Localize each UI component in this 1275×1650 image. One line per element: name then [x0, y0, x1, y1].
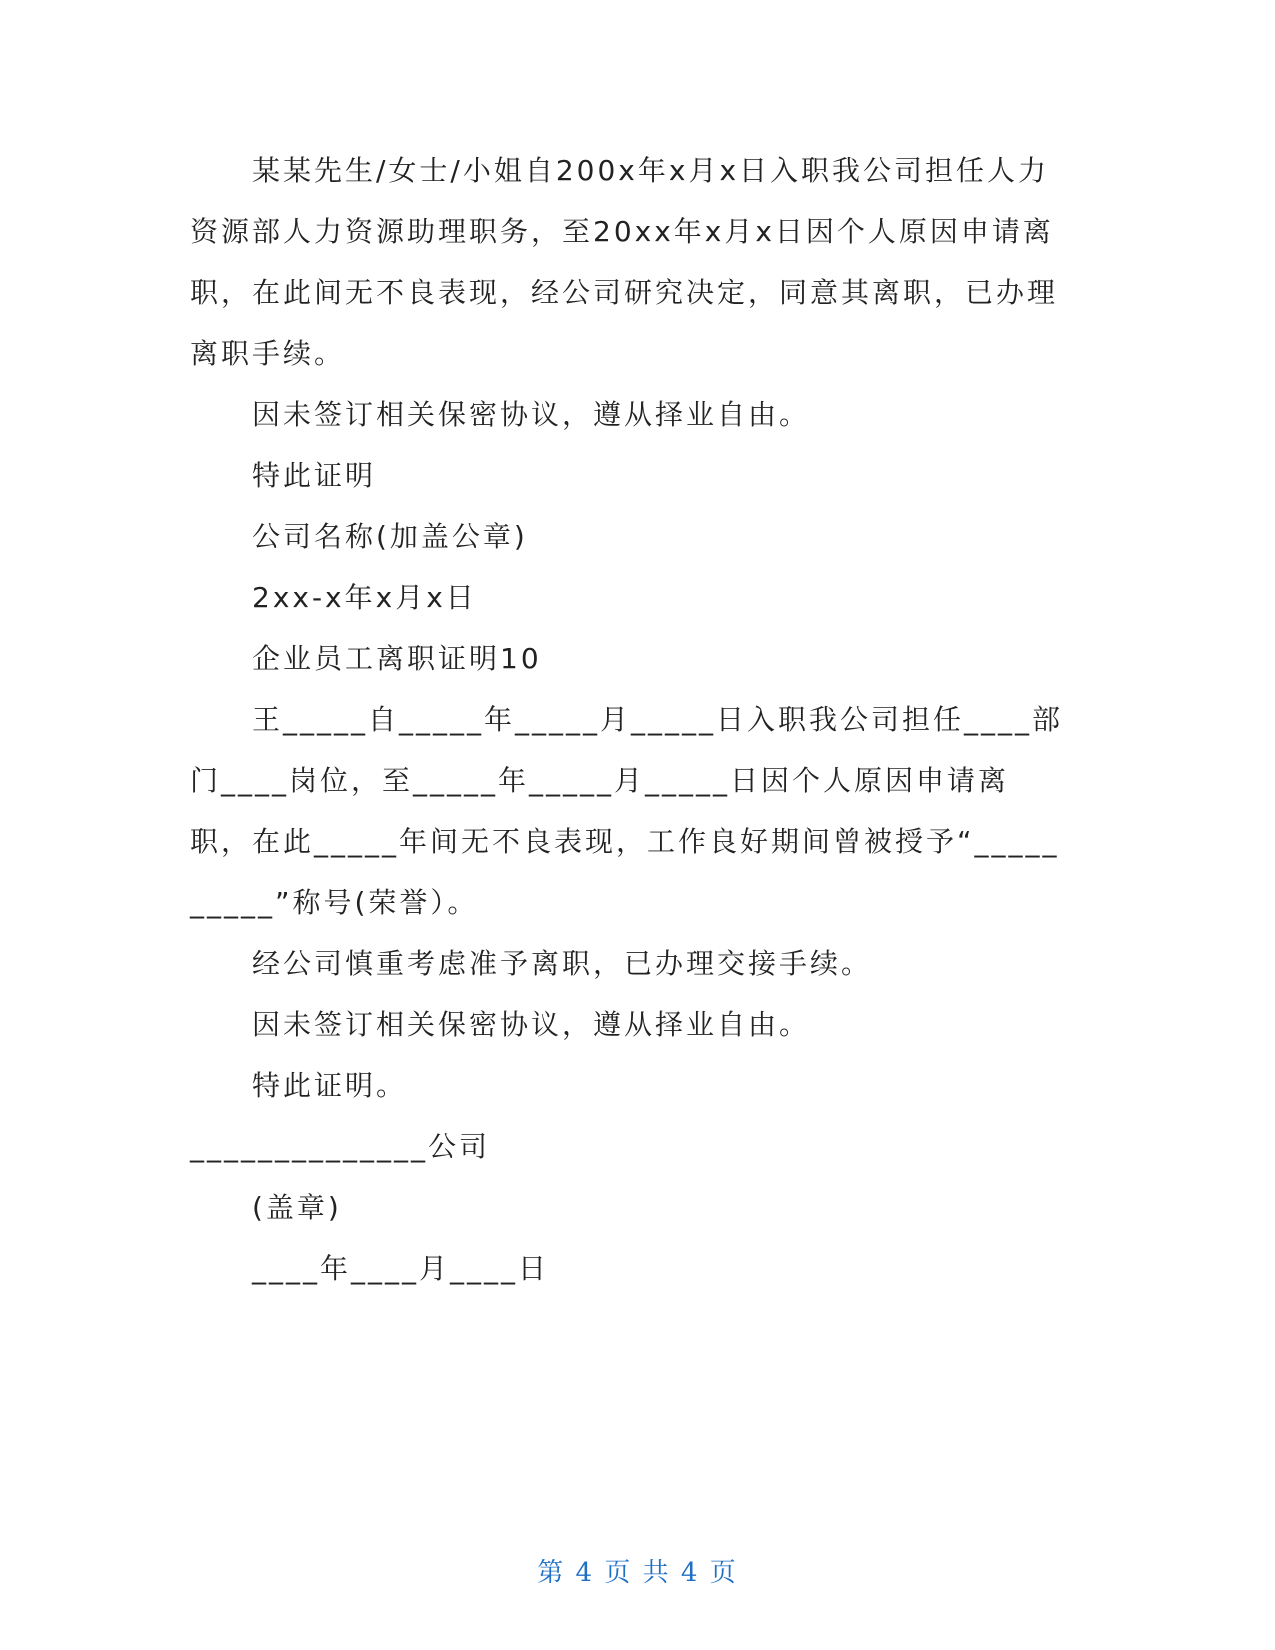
- paragraph-company-blank: ______________公司: [190, 1130, 491, 1163]
- page-number-footer: 第 4 页 共 4 页: [537, 1558, 738, 1588]
- paragraph-confidentiality: 因未签订相关保密协议，遵从择业自由。: [252, 398, 811, 431]
- paragraph-certificate-body: 某某先生/女士/小姐自200x年x月x日入职我公司担任人力资源部人力资源助理职务，至20xx年x月x日因个人原因申请离职，在此间无不良表现，经公司研究决定，同意其离职，已办理离职手续。: [190, 154, 1059, 370]
- paragraph-hereby-certify: 特此证明: [252, 459, 377, 492]
- paragraph-seal: (盖章): [252, 1191, 342, 1224]
- section-heading: 企业员工离职证明10: [252, 642, 542, 675]
- paragraph-hereby-certify-2: 特此证明。: [252, 1069, 408, 1102]
- paragraph-company-seal: 公司名称(加盖公章): [252, 520, 528, 553]
- paragraph-template-body: 王_____自_____年_____月_____日入职我公司担任____部门____岗位，至_____年_____月_____日因个人原因申请离职，在此_____年间无不良表现，工作良好期间曾被授予“__________”称号(荣誉）。: [190, 703, 1064, 919]
- paragraph-date: 2xx-x年x月x日: [252, 581, 477, 614]
- document-body: [190, 140, 1070, 1299]
- paragraph-confidentiality-2: 因未签订相关保密协议，遵从择业自由。: [252, 1008, 811, 1041]
- paragraph-date-blank: ____年____月____日: [252, 1252, 550, 1285]
- paragraph-handover: 经公司慎重考虑准予离职，已办理交接手续。: [252, 947, 873, 980]
